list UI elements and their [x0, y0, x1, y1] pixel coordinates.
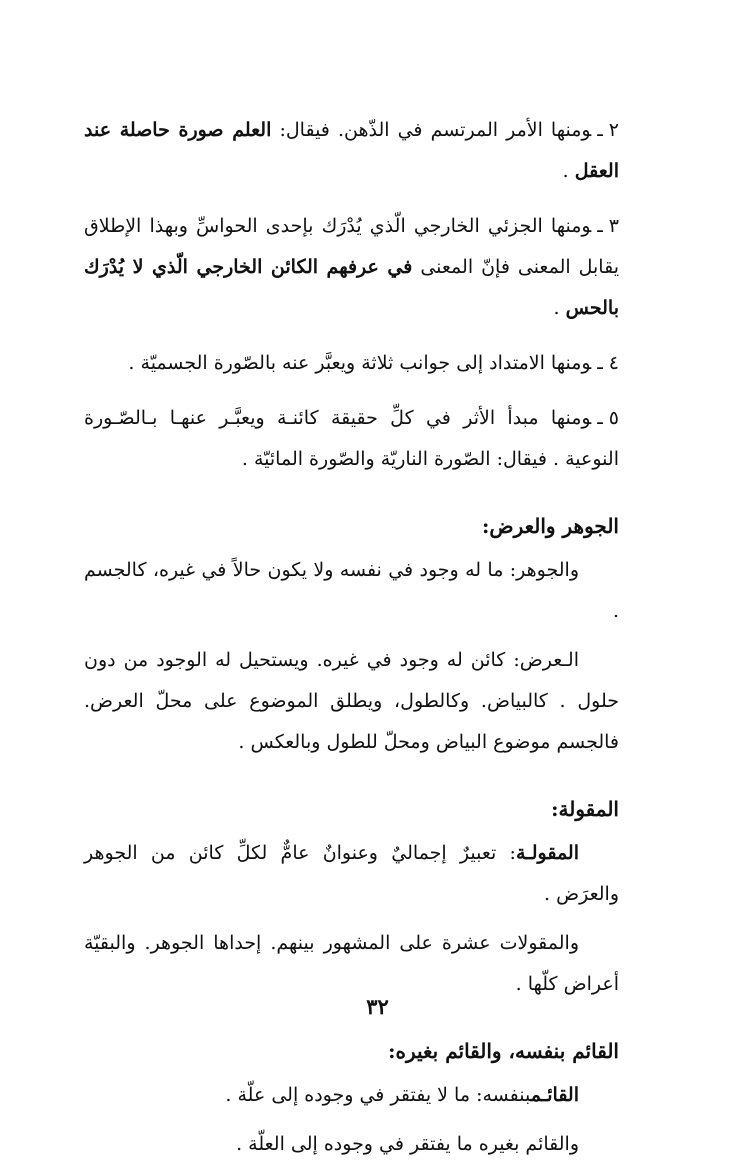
item-definition: في عرفهم الكائن الخارجي الّذي لا يُدْرَك بالحس — [84, 256, 619, 319]
section-heading-subsistent: القائم بنفسه، والقائم بغيره: — [388, 1039, 619, 1063]
item-dash: ـ — [597, 352, 603, 374]
item-end: . — [562, 160, 569, 182]
item-dash: ـ — [597, 215, 603, 237]
list-item-3 — [84, 206, 619, 329]
page-number: ٣٢ — [366, 994, 389, 1019]
term: القائـم — [530, 1084, 579, 1106]
item-text: ومنها الجزئي الخارجي الّذي يُدْرَك بإحدى الحواسِّ وبهذا الإطلاق يقابل المعنى فإنّ المعنى — [84, 215, 619, 278]
definition-text: : تعبيرٌ إجماليٌ وعنوانٌ عامٌّ لكلِّ كائن من الجوهر والعرَض . — [84, 842, 619, 905]
paragraph-self-subsistent — [84, 1075, 619, 1116]
term: المقولـة — [515, 842, 579, 864]
section-heading-category: المقولة: — [551, 797, 619, 821]
list-item-4 — [84, 343, 619, 384]
item-end: . — [553, 297, 560, 319]
item-number: ٥ — [608, 407, 619, 429]
item-number: ٢ — [608, 119, 619, 141]
item-number: ٣ — [608, 215, 619, 237]
item-dash: ـ — [597, 119, 603, 141]
paragraph-accident-definition: الـعرض: كائن له وجود في غيره. ويستحيل له الوجود من دون حلول . كالبياض. وكالطول، ويطلق الموضوع على محلّ العرض. فالجسم موضوع البياض ومحلّ للطول وبالعكس . — [84, 649, 619, 753]
item-text: ومنها الامتداد إلى جوانب ثلاثة ويعبَّر عنه بالصّورة الجسميّة . — [128, 352, 592, 374]
definition-text: بنفسه: ما لا يفتقر في وجوده إلى علّة . — [225, 1084, 531, 1106]
paragraph-category-definition — [84, 833, 619, 915]
list-item-2 — [84, 110, 619, 192]
item-dash: ـ — [597, 407, 603, 429]
paragraph-categories-count: والمقولات عشرة على المشهور بينهم. إحداها الجوهر. والبقيّة أعراض كلّها . — [84, 932, 619, 995]
paragraph-other-subsistent: والقائم بغيره ما يفتقر في وجوده إلى العلّة . — [236, 1133, 579, 1155]
item-text: ومنها الأمر المرتسم في الذّهن. فيقال: — [279, 119, 592, 141]
item-text: ومنها مبدأ الأثر في كلِّ حقيقة كائنـة ويعبَّـر عنهـا بـالصّـورة النوعية . فيقال: الصّورة الناريّة والصّورة المائيّة . — [84, 407, 619, 470]
section-heading-substance-accident: الجوهر والعرض: — [482, 514, 619, 538]
item-definition: العلم صورة حاصلة عند العقل — [84, 119, 619, 182]
list-item-5 — [84, 398, 619, 480]
item-number: ٤ — [608, 352, 619, 374]
paragraph-substance-definition: والجوهر: ما له وجود في نفسه ولا يكون حالاً في غيره، كالجسم . — [84, 559, 619, 622]
